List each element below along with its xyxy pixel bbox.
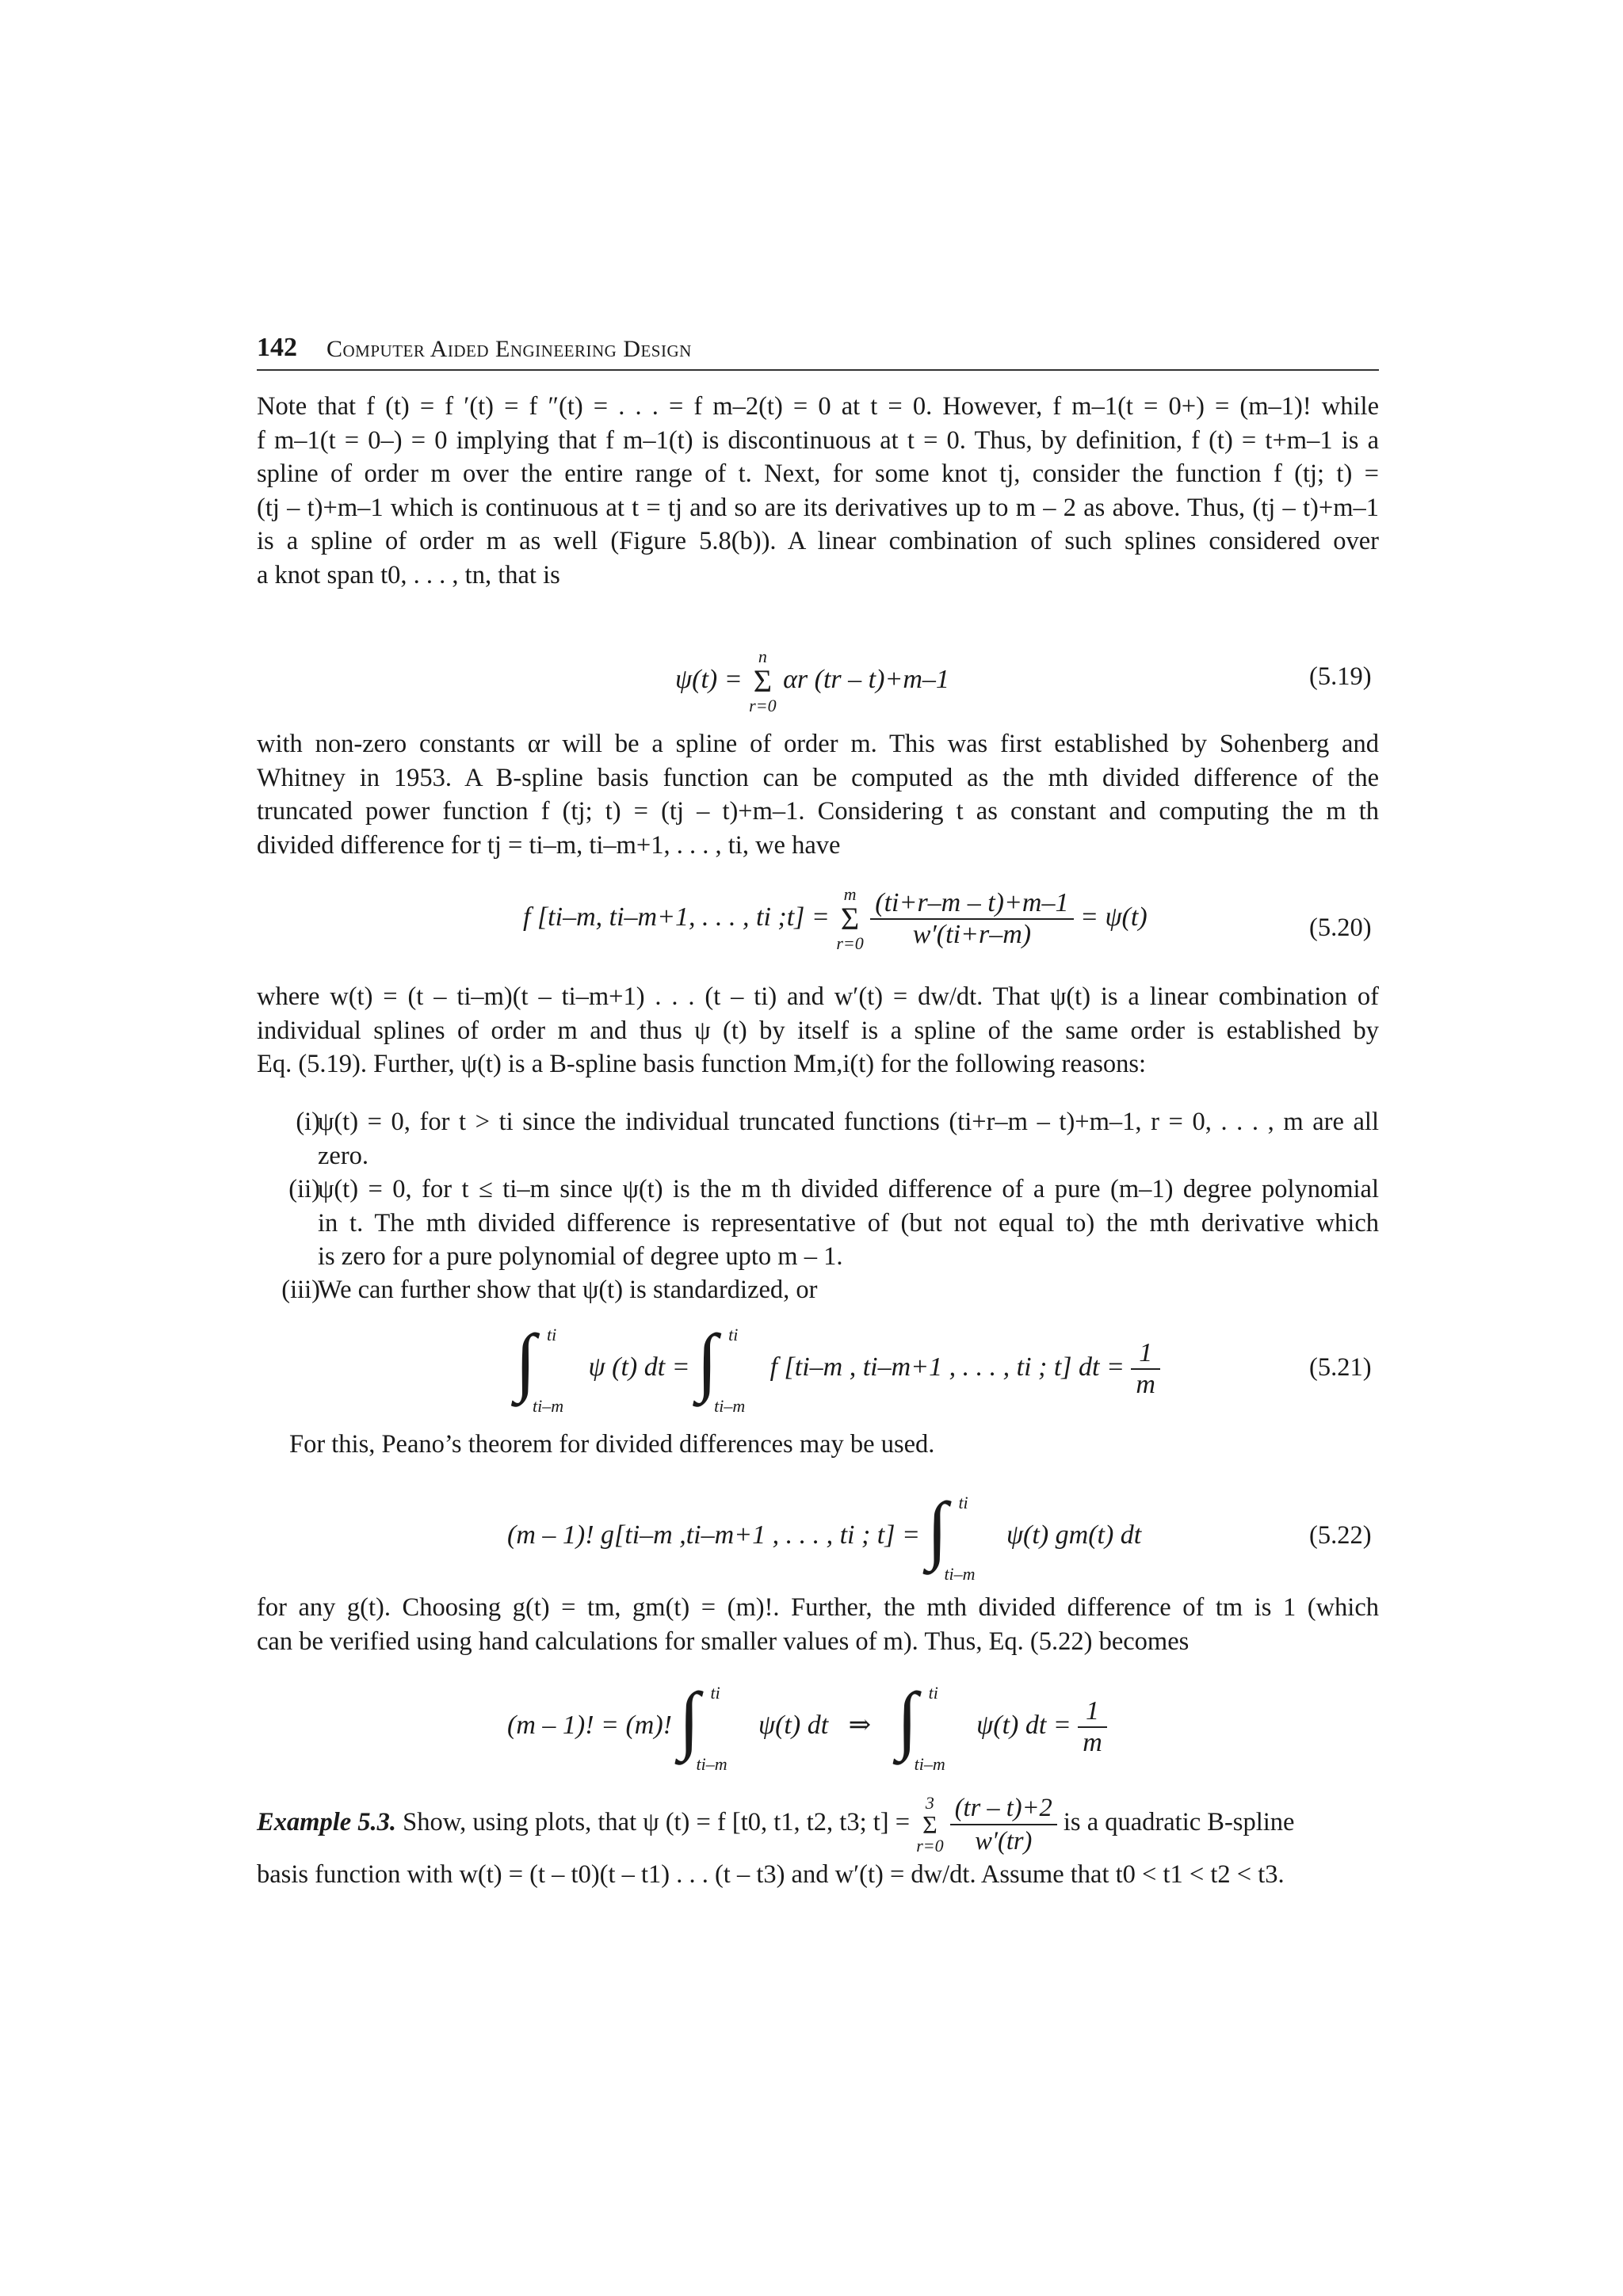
fraction-denominator: w′(ti+r–m) xyxy=(912,920,1032,949)
eq-lhs: f [ti–m, ti–m+1, . . . , ti ;t] = xyxy=(523,902,830,932)
text-line: Whitney in 1953. A B-spline basis function can be computed as the mth divided difference of the xyxy=(257,763,1379,792)
text-line: in t. The mth divided difference is representative of (but not equal to) the mth derivative which xyxy=(318,1208,1379,1238)
integral-upper-limit: ti xyxy=(958,1493,968,1512)
text-line: where w(t) = (t – ti–m)(t – ti–m+1) . . . (t – ti) and w′(t) = dw/dt. That ψ(t) is a linear combination of xyxy=(257,982,1379,1011)
eq-term: ψ (t) dt = xyxy=(588,1352,690,1382)
text-line: a knot span t0, . . . , tn, that is xyxy=(257,560,560,589)
list-item-label: (iii) xyxy=(281,1276,320,1304)
text-line: truncated power function f (tj; t) = (tj – t)+m–1. Considering t as constant and computing the m th xyxy=(257,797,1379,826)
page-number: 142 xyxy=(257,333,297,362)
fraction-numerator: 1 xyxy=(1078,1696,1107,1728)
text-line: divided difference for tj = ti–m, ti–m+1, . . . , ti, we have xyxy=(257,830,841,860)
summation-symbol: m Σ r=0 xyxy=(836,884,864,953)
list-item xyxy=(257,1173,1379,1276)
example-label: Example 5.3. xyxy=(257,1808,397,1836)
integral-upper-limit: ti xyxy=(710,1683,720,1703)
fraction-denominator: m xyxy=(1083,1728,1102,1757)
eq-lhs: ψ(t) = xyxy=(675,664,743,694)
text-line: individual splines of order m and thus ψ (t) by itself is a spline of the same order is established by xyxy=(257,1016,1379,1045)
eq-term: f [ti–m , ti–m+1 , . . . , ti ; t] dt = xyxy=(769,1352,1125,1382)
list-item xyxy=(257,1273,1379,1309)
paragraph-3 xyxy=(257,980,1379,1081)
text-line: f m–1(t = 0–) = 0 implying that f m–1(t) is discontinuous at t = 0. Thus, by definition, f (t) = t+m–1 is a xyxy=(257,425,1379,455)
eq-rhs: ψ(t) dt = xyxy=(976,1710,1071,1740)
sum-upper: n xyxy=(758,646,767,666)
text-line: for any g(t). Choosing g(t) = tm, gm(t) = (m)!. Further, the mth divided difference of tm is 1 (which xyxy=(257,1593,1379,1622)
text-line: can be verified using hand calculations for smaller values of m). Thus, Eq. (5.22) becomes xyxy=(257,1627,1190,1656)
text-line: For this, Peano’s theorem for divided differences may be used. xyxy=(289,1430,935,1459)
equation-5-19 xyxy=(675,648,949,715)
equation-5-21 xyxy=(515,1318,1160,1416)
fraction xyxy=(950,1792,1057,1857)
example-line xyxy=(257,1787,1379,1858)
fraction-numerator: (ti+r–m – t)+m–1 xyxy=(870,888,1073,920)
integral-lower-limit: ti–m xyxy=(914,1754,945,1774)
fraction-denominator: m xyxy=(1136,1370,1155,1399)
fraction-denominator: w′(tr) xyxy=(975,1826,1033,1855)
text-line: ψ(t) = 0, for t ≤ ti–m since ψ(t) is the m th divided difference of a pure (m–1) degree polynomial xyxy=(318,1175,1379,1203)
text-line: is zero for a pure polynomial of degree upto m – 1. xyxy=(318,1242,843,1271)
eq-lhs: (m – 1)! = (m)! xyxy=(507,1710,672,1740)
fraction xyxy=(1078,1696,1107,1758)
text-line: zero. xyxy=(318,1141,369,1170)
paragraph-5 xyxy=(257,1591,1379,1658)
paragraph-2 xyxy=(257,727,1379,862)
integral-upper-limit: ti xyxy=(928,1683,938,1703)
fraction xyxy=(1131,1338,1160,1400)
integral-symbol: ∫ ti ti–m xyxy=(896,1676,945,1774)
fraction-numerator: (tr – t)+2 xyxy=(950,1792,1057,1825)
summation-symbol: 3 Σ r=0 xyxy=(916,1792,944,1855)
equation-number: (5.19) xyxy=(1309,662,1372,691)
text-span: Show, using plots, that ψ (t) = f [t0, t1, t2, t3; t] = xyxy=(403,1808,911,1836)
integral-upper-limit: ti xyxy=(547,1325,557,1344)
text-line: is a spline of order m as well (Figure 5.8(b)). A linear combination of such splines considered over xyxy=(257,527,1379,555)
equation-5-20 xyxy=(523,886,1148,952)
eq-rhs: = ψ(t) xyxy=(1080,902,1148,932)
sum-lower: r=0 xyxy=(916,1835,944,1855)
eq-term: ψ(t) dt ⇒ xyxy=(758,1710,872,1740)
equation-number: (5.20) xyxy=(1309,913,1372,942)
sum-lower: r=0 xyxy=(749,696,777,715)
integral-symbol: ∫ ti ti–m xyxy=(678,1676,727,1774)
text-line: spline of order m over the entire range of t. Next, for some knot tj, consider the function f (tj; t) = xyxy=(257,460,1379,488)
integral-symbol: ∫ ti ti–m xyxy=(697,1318,746,1416)
integral-lower-limit: ti–m xyxy=(944,1564,976,1584)
text-line: Note that f (t) = f ′(t) = f ″(t) = . . . = f m–2(t) = 0 at t = 0. However, f m–1(t = 0+) = (m–1)! while xyxy=(257,392,1379,421)
equation-5-22 xyxy=(507,1486,1142,1584)
equation-unnumbered xyxy=(507,1676,1107,1774)
integral-symbol: ∫ ti ti–m xyxy=(515,1318,564,1416)
integral-lower-limit: ti–m xyxy=(696,1754,727,1774)
list-item-label: (ii) xyxy=(288,1175,320,1203)
eq-rhs: ψ(t) gm(t) dt xyxy=(1006,1520,1142,1550)
summation-symbol: n Σ r=0 xyxy=(749,646,777,715)
example-5-3 xyxy=(257,1787,1379,1892)
list-item xyxy=(257,1105,1379,1177)
text-span: is a quadratic B-spline xyxy=(1063,1808,1295,1836)
sum-upper: 3 xyxy=(925,1792,934,1813)
fraction xyxy=(870,888,1073,950)
sum-upper: m xyxy=(843,884,857,904)
eq-term: αr (tr – t)+m–1 xyxy=(783,664,949,694)
fraction-numerator: 1 xyxy=(1131,1338,1160,1370)
text-line: with non-zero constants αr will be a spline of order m. This was first established by Sohenberg and xyxy=(257,730,1379,758)
integral-lower-limit: ti–m xyxy=(714,1396,746,1416)
text-line: basis function with w(t) = (t – t0)(t – t1) . . . (t – t3) and w′(t) = dw/dt. Assume that t0 < t1 < t2 < t3. xyxy=(257,1860,1285,1889)
eq-lhs: (m – 1)! g[ti–m ,ti–m+1 , . . . , ti ; t] = xyxy=(507,1520,920,1550)
running-title: Computer Aided Engineering Design xyxy=(327,336,692,362)
text-line: We can further show that ψ(t) is standardized, or xyxy=(318,1276,818,1304)
list-item-label: (i) xyxy=(296,1108,320,1136)
integral-upper-limit: ti xyxy=(728,1325,739,1344)
text-line: ψ(t) = 0, for t > ti since the individual truncated functions (ti+r–m – t)+m–1, r = 0, . . . , m are all xyxy=(318,1108,1379,1136)
integral-symbol: ∫ ti ti–m xyxy=(926,1486,976,1584)
running-header xyxy=(257,331,1379,371)
equation-number: (5.22) xyxy=(1309,1521,1372,1550)
text-line: (tj – t)+m–1 which is continuous at t = tj and so are its derivatives up to m – 2 as above. Thus, (tj – t)+m–1 xyxy=(257,493,1379,522)
paragraph-1 xyxy=(257,390,1379,592)
sum-lower: r=0 xyxy=(836,933,864,953)
integral-lower-limit: ti–m xyxy=(533,1396,564,1416)
text-line: Eq. (5.19). Further, ψ(t) is a B-spline basis function Mm,i(t) for the following reasons: xyxy=(257,1050,1147,1078)
paragraph-4 xyxy=(289,1428,1379,1462)
equation-number: (5.21) xyxy=(1309,1353,1372,1382)
